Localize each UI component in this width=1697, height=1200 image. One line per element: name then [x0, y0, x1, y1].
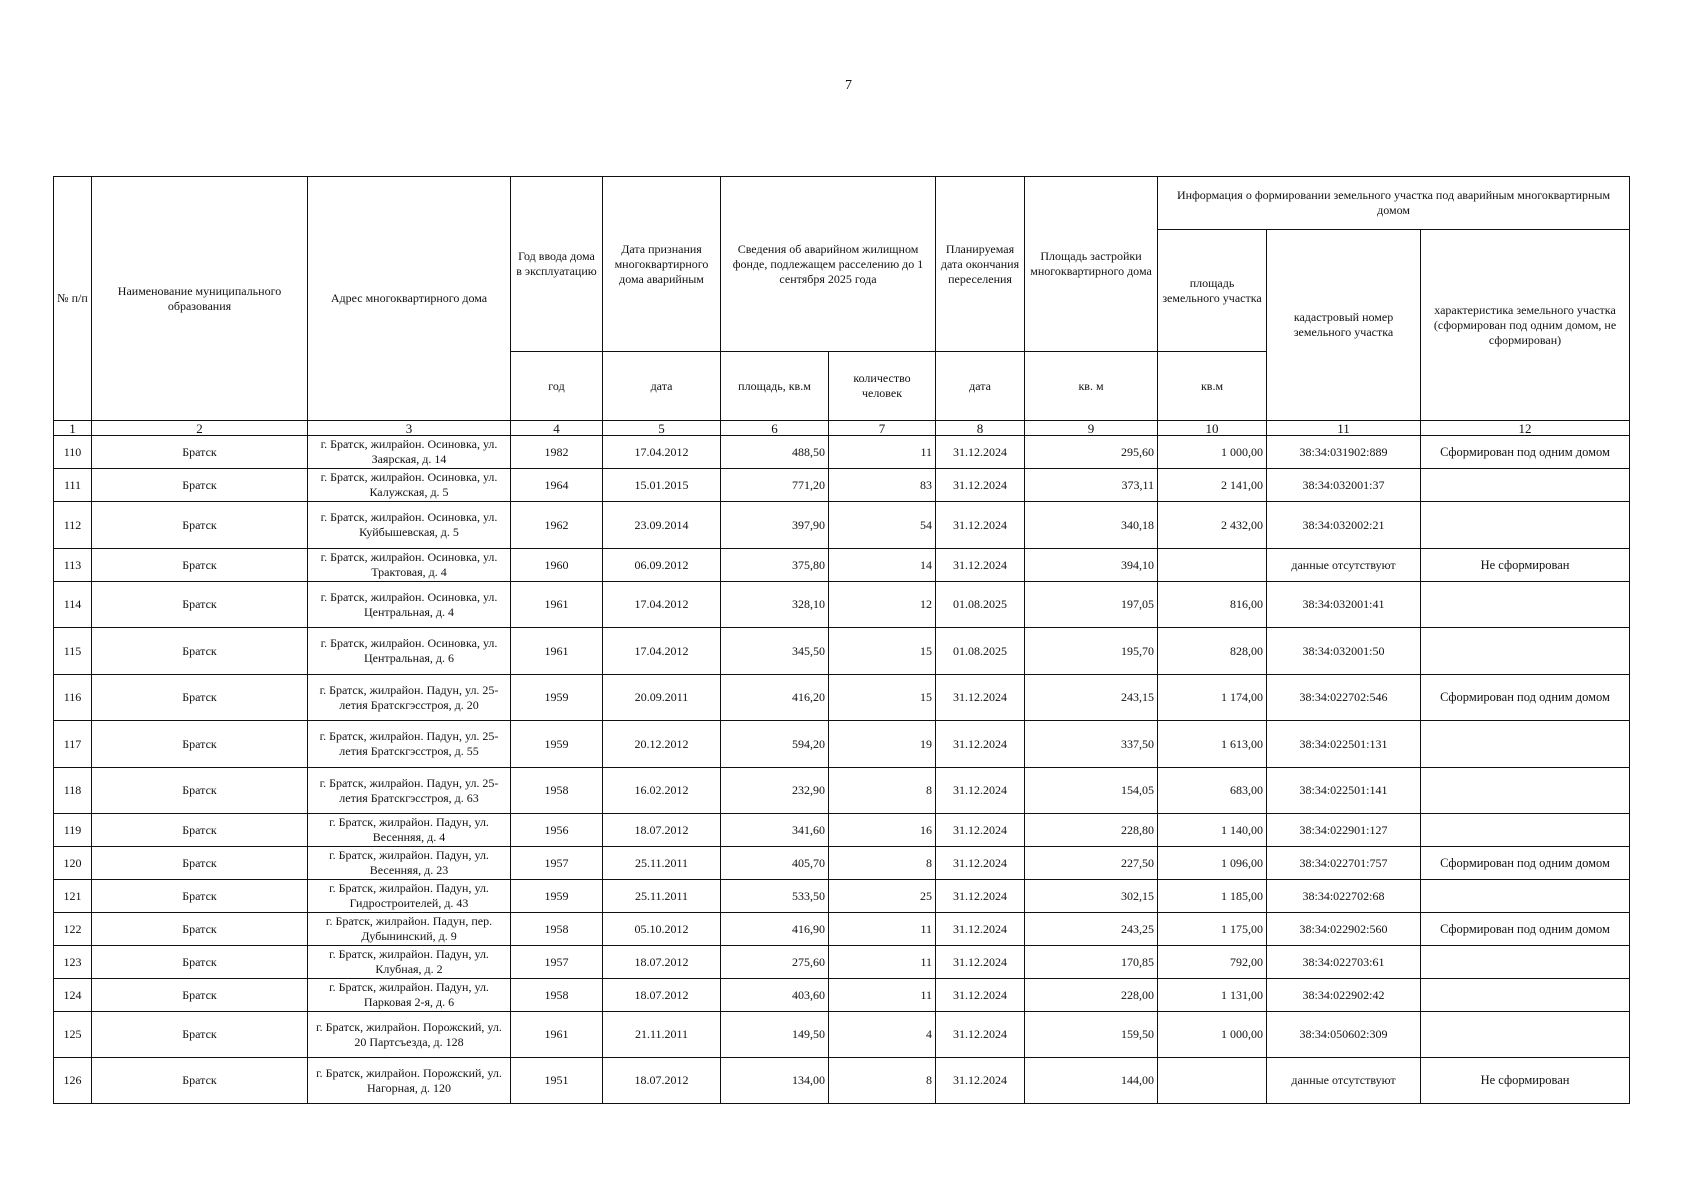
people-count-cell: 8	[829, 1058, 936, 1104]
row-number: 120	[54, 847, 92, 880]
recognition-date-cell: 25.11.2011	[603, 880, 721, 913]
planned-date-cell: 31.12.2024	[936, 946, 1025, 979]
people-count-cell: 83	[829, 469, 936, 502]
area-cell: 405,70	[721, 847, 829, 880]
year-cell: 1951	[511, 1058, 603, 1104]
recognition-date-cell: 18.07.2012	[603, 979, 721, 1012]
header-cadastral: кадастровый номер земельного участка	[1267, 230, 1421, 421]
cadastral-number-cell: 38:34:022702:68	[1267, 880, 1421, 913]
address-cell: г. Братск, жилрайон. Порожский, ул. Нагорная, д. 120	[308, 1058, 511, 1104]
municipality-cell: Братск	[92, 436, 308, 469]
cadastral-number-cell: 38:34:032002:21	[1267, 502, 1421, 549]
recognition-date-cell: 18.07.2012	[603, 814, 721, 847]
header-land-info: Информация о формировании земельного участка под аварийным многоквартирным домом	[1158, 177, 1630, 230]
area-cell: 403,60	[721, 979, 829, 1012]
address-cell: г. Братск, жилрайон. Осиновка, ул. Калужская, д. 5	[308, 469, 511, 502]
year-cell: 1959	[511, 675, 603, 721]
cadastral-number-cell: 38:34:022902:42	[1267, 979, 1421, 1012]
column-number: 6	[721, 421, 829, 436]
unit-year: год	[511, 352, 603, 421]
cadastral-number-cell: 38:34:022702:546	[1267, 675, 1421, 721]
table-row	[54, 847, 1630, 880]
column-number: 8	[936, 421, 1025, 436]
land-characteristic-cell: Сформирован под одним домом	[1421, 436, 1630, 469]
header-planned-date: Планируемая дата окончания переселения	[936, 177, 1025, 352]
municipality-cell: Братск	[92, 880, 308, 913]
year-cell: 1956	[511, 814, 603, 847]
municipality-cell: Братск	[92, 847, 308, 880]
table-row	[54, 502, 1630, 549]
page-number: 7	[845, 78, 852, 93]
address-cell: г. Братск, жилрайон. Падун, ул. 25-летия Братскгэсстроя, д. 20	[308, 675, 511, 721]
land-area-cell: 1 096,00	[1158, 847, 1267, 880]
land-area-cell: 1 000,00	[1158, 436, 1267, 469]
area-cell: 232,90	[721, 768, 829, 814]
header-land-characteristic: характеристика земельного участка (сформирован под одним домом, не сформирован)	[1421, 230, 1630, 421]
year-cell: 1960	[511, 549, 603, 582]
column-number: 2	[92, 421, 308, 436]
address-cell: г. Братск, жилрайон. Падун, ул. 25-летия Братскгэсстроя, д. 55	[308, 721, 511, 768]
people-count-cell: 14	[829, 549, 936, 582]
built-area-cell: 337,50	[1025, 721, 1158, 768]
header-num: № п/п	[54, 177, 92, 421]
municipality-cell: Братск	[92, 628, 308, 675]
land-characteristic-cell	[1421, 768, 1630, 814]
address-cell: г. Братск, жилрайон. Осиновка, ул. Куйбышевская, д. 5	[308, 502, 511, 549]
year-cell: 1964	[511, 469, 603, 502]
recognition-date-cell: 18.07.2012	[603, 1058, 721, 1104]
year-cell: 1958	[511, 768, 603, 814]
row-number: 114	[54, 582, 92, 628]
planned-date-cell: 31.12.2024	[936, 469, 1025, 502]
table-row	[54, 675, 1630, 721]
year-cell: 1957	[511, 946, 603, 979]
unit-date: дата	[603, 352, 721, 421]
land-characteristic-cell	[1421, 721, 1630, 768]
column-number: 3	[308, 421, 511, 436]
cadastral-number-cell: 38:34:032001:41	[1267, 582, 1421, 628]
area-cell: 771,20	[721, 469, 829, 502]
area-cell: 341,60	[721, 814, 829, 847]
header-municipality: Наименование муниципального образования	[92, 177, 308, 421]
people-count-cell: 19	[829, 721, 936, 768]
land-area-cell: 816,00	[1158, 582, 1267, 628]
unit-sqm: кв. м	[1025, 352, 1158, 421]
people-count-cell: 8	[829, 847, 936, 880]
planned-date-cell: 01.08.2025	[936, 628, 1025, 675]
land-area-cell: 2 432,00	[1158, 502, 1267, 549]
land-characteristic-cell: Сформирован под одним домом	[1421, 675, 1630, 721]
land-area-cell	[1158, 1058, 1267, 1104]
planned-date-cell: 31.12.2024	[936, 1012, 1025, 1058]
cadastral-number-cell: 38:34:022902:560	[1267, 913, 1421, 946]
cadastral-number-cell: данные отсутствуют	[1267, 549, 1421, 582]
planned-date-cell: 31.12.2024	[936, 549, 1025, 582]
row-number: 125	[54, 1012, 92, 1058]
built-area-cell: 170,85	[1025, 946, 1158, 979]
area-cell: 328,10	[721, 582, 829, 628]
row-number: 116	[54, 675, 92, 721]
land-characteristic-cell	[1421, 1012, 1630, 1058]
column-number: 7	[829, 421, 936, 436]
recognition-date-cell: 20.12.2012	[603, 721, 721, 768]
address-cell: г. Братск, жилрайон. Осиновка, ул. Центральная, д. 4	[308, 582, 511, 628]
built-area-cell: 373,11	[1025, 469, 1158, 502]
table-row	[54, 814, 1630, 847]
row-number: 122	[54, 913, 92, 946]
recognition-date-cell: 06.09.2012	[603, 549, 721, 582]
address-cell: г. Братск, жилрайон. Осиновка, ул. Центральная, д. 6	[308, 628, 511, 675]
area-cell: 149,50	[721, 1012, 829, 1058]
address-cell: г. Братск, жилрайон. Падун, ул. 25-летия Братскгэсстроя, д. 63	[308, 768, 511, 814]
built-area-cell: 302,15	[1025, 880, 1158, 913]
land-characteristic-cell: Не сформирован	[1421, 1058, 1630, 1104]
built-area-cell: 154,05	[1025, 768, 1158, 814]
land-characteristic-cell	[1421, 814, 1630, 847]
row-number: 126	[54, 1058, 92, 1104]
recognition-date-cell: 15.01.2015	[603, 469, 721, 502]
land-area-cell: 828,00	[1158, 628, 1267, 675]
planned-date-cell: 31.12.2024	[936, 436, 1025, 469]
land-characteristic-cell	[1421, 946, 1630, 979]
table-row	[54, 469, 1630, 502]
people-count-cell: 4	[829, 1012, 936, 1058]
address-cell: г. Братск, жилрайон. Падун, ул. Весенняя, д. 4	[308, 814, 511, 847]
municipality-cell: Братск	[92, 502, 308, 549]
land-characteristic-cell	[1421, 628, 1630, 675]
planned-date-cell: 31.12.2024	[936, 913, 1025, 946]
built-area-cell: 227,50	[1025, 847, 1158, 880]
built-area-cell: 144,00	[1025, 1058, 1158, 1104]
planned-date-cell: 31.12.2024	[936, 979, 1025, 1012]
address-cell: г. Братск, жилрайон. Осиновка, ул. Заярская, д. 14	[308, 436, 511, 469]
built-area-cell: 159,50	[1025, 1012, 1158, 1058]
municipality-cell: Братск	[92, 1012, 308, 1058]
unit-sqm2: кв.м	[1158, 352, 1267, 421]
land-characteristic-cell	[1421, 880, 1630, 913]
column-number: 10	[1158, 421, 1267, 436]
recognition-date-cell: 17.04.2012	[603, 582, 721, 628]
land-characteristic-cell	[1421, 502, 1630, 549]
built-area-cell: 228,80	[1025, 814, 1158, 847]
table-row	[54, 582, 1630, 628]
land-area-cell: 1 174,00	[1158, 675, 1267, 721]
planned-date-cell: 01.08.2025	[936, 582, 1025, 628]
cadastral-number-cell: 38:34:022701:757	[1267, 847, 1421, 880]
municipality-cell: Братск	[92, 814, 308, 847]
table-row	[54, 721, 1630, 768]
cadastral-number-cell: данные отсутствуют	[1267, 1058, 1421, 1104]
land-area-cell: 1 175,00	[1158, 913, 1267, 946]
people-count-cell: 15	[829, 628, 936, 675]
unit-people: количество человек	[829, 352, 936, 421]
column-number: 1	[54, 421, 92, 436]
municipality-cell: Братск	[92, 1058, 308, 1104]
built-area-cell: 295,60	[1025, 436, 1158, 469]
area-cell: 416,20	[721, 675, 829, 721]
land-characteristic-cell	[1421, 469, 1630, 502]
header-date-recognized: Дата признания многоквартирного дома аварийным	[603, 177, 721, 352]
land-characteristic-cell: Не сформирован	[1421, 549, 1630, 582]
planned-date-cell: 31.12.2024	[936, 502, 1025, 549]
area-cell: 533,50	[721, 880, 829, 913]
address-cell: г. Братск, жилрайон. Падун, ул. Клубная, д. 2	[308, 946, 511, 979]
column-number-row	[54, 421, 1630, 436]
year-cell: 1959	[511, 721, 603, 768]
area-cell: 397,90	[721, 502, 829, 549]
recognition-date-cell: 18.07.2012	[603, 946, 721, 979]
built-area-cell: 197,05	[1025, 582, 1158, 628]
people-count-cell: 15	[829, 675, 936, 721]
year-cell: 1958	[511, 979, 603, 1012]
table-row	[54, 1058, 1630, 1104]
people-count-cell: 25	[829, 880, 936, 913]
cadastral-number-cell: 38:34:032001:37	[1267, 469, 1421, 502]
land-area-cell	[1158, 549, 1267, 582]
planned-date-cell: 31.12.2024	[936, 675, 1025, 721]
recognition-date-cell: 23.09.2014	[603, 502, 721, 549]
table-row	[54, 946, 1630, 979]
cadastral-number-cell: 38:34:022703:61	[1267, 946, 1421, 979]
address-cell: г. Братск, жилрайон. Падун, ул. Гидростроителей, д. 43	[308, 880, 511, 913]
municipality-cell: Братск	[92, 768, 308, 814]
people-count-cell: 12	[829, 582, 936, 628]
row-number: 121	[54, 880, 92, 913]
people-count-cell: 11	[829, 913, 936, 946]
land-area-cell: 1 613,00	[1158, 721, 1267, 768]
table-row	[54, 979, 1630, 1012]
row-number: 113	[54, 549, 92, 582]
year-cell: 1961	[511, 628, 603, 675]
recognition-date-cell: 17.04.2012	[603, 436, 721, 469]
land-area-cell: 1 131,00	[1158, 979, 1267, 1012]
built-area-cell: 243,25	[1025, 913, 1158, 946]
area-cell: 345,50	[721, 628, 829, 675]
row-number: 123	[54, 946, 92, 979]
row-number: 124	[54, 979, 92, 1012]
row-number: 119	[54, 814, 92, 847]
recognition-date-cell: 05.10.2012	[603, 913, 721, 946]
municipality-cell: Братск	[92, 675, 308, 721]
year-cell: 1961	[511, 582, 603, 628]
area-cell: 275,60	[721, 946, 829, 979]
people-count-cell: 16	[829, 814, 936, 847]
table-row	[54, 880, 1630, 913]
recognition-date-cell: 21.11.2011	[603, 1012, 721, 1058]
municipality-cell: Братск	[92, 721, 308, 768]
land-characteristic-cell: Сформирован под одним домом	[1421, 913, 1630, 946]
recognition-date-cell: 17.04.2012	[603, 628, 721, 675]
address-cell: г. Братск, жилрайон. Падун, пер. Дубынинский, д. 9	[308, 913, 511, 946]
people-count-cell: 54	[829, 502, 936, 549]
municipality-cell: Братск	[92, 913, 308, 946]
emergency-housing-table	[53, 176, 1630, 1104]
municipality-cell: Братск	[92, 549, 308, 582]
header-built-area: Площадь застройки многоквартирного дома	[1025, 177, 1158, 352]
area-cell: 488,50	[721, 436, 829, 469]
column-number: 11	[1267, 421, 1421, 436]
year-cell: 1961	[511, 1012, 603, 1058]
area-cell: 375,80	[721, 549, 829, 582]
row-number: 118	[54, 768, 92, 814]
header-year: Год ввода дома в эксплуатацию	[511, 177, 603, 352]
built-area-cell: 195,70	[1025, 628, 1158, 675]
people-count-cell: 11	[829, 436, 936, 469]
row-number: 110	[54, 436, 92, 469]
planned-date-cell: 31.12.2024	[936, 880, 1025, 913]
address-cell: г. Братск, жилрайон. Осиновка, ул. Трактовая, д. 4	[308, 549, 511, 582]
cadastral-number-cell: 38:34:031902:889	[1267, 436, 1421, 469]
land-area-cell: 2 141,00	[1158, 469, 1267, 502]
area-cell: 594,20	[721, 721, 829, 768]
area-cell: 134,00	[721, 1058, 829, 1104]
year-cell: 1962	[511, 502, 603, 549]
land-area-cell: 1 140,00	[1158, 814, 1267, 847]
cadastral-number-cell: 38:34:022501:131	[1267, 721, 1421, 768]
column-number: 12	[1421, 421, 1630, 436]
built-area-cell: 394,10	[1025, 549, 1158, 582]
unit-date2: дата	[936, 352, 1025, 421]
municipality-cell: Братск	[92, 979, 308, 1012]
row-number: 117	[54, 721, 92, 768]
recognition-date-cell: 25.11.2011	[603, 847, 721, 880]
people-count-cell: 11	[829, 946, 936, 979]
planned-date-cell: 31.12.2024	[936, 1058, 1025, 1104]
address-cell: г. Братск, жилрайон. Падун, ул. Парковая 2-я, д. 6	[308, 979, 511, 1012]
row-number: 115	[54, 628, 92, 675]
built-area-cell: 228,00	[1025, 979, 1158, 1012]
table-row	[54, 913, 1630, 946]
people-count-cell: 8	[829, 768, 936, 814]
table-row	[54, 1012, 1630, 1058]
area-cell: 416,90	[721, 913, 829, 946]
land-area-cell: 683,00	[1158, 768, 1267, 814]
table-row	[54, 768, 1630, 814]
planned-date-cell: 31.12.2024	[936, 847, 1025, 880]
column-number: 4	[511, 421, 603, 436]
table-body	[54, 436, 1630, 1104]
column-number: 5	[603, 421, 721, 436]
address-cell: г. Братск, жилрайон. Порожский, ул. 20 Партсъезда, д. 128	[308, 1012, 511, 1058]
table-row	[54, 436, 1630, 469]
planned-date-cell: 31.12.2024	[936, 814, 1025, 847]
recognition-date-cell: 20.09.2011	[603, 675, 721, 721]
header-fund-info: Сведения об аварийном жилищном фонде, подлежащем расселению до 1 сентября 2025 года	[721, 177, 936, 352]
land-area-cell: 1 000,00	[1158, 1012, 1267, 1058]
cadastral-number-cell: 38:34:032001:50	[1267, 628, 1421, 675]
planned-date-cell: 31.12.2024	[936, 768, 1025, 814]
built-area-cell: 243,15	[1025, 675, 1158, 721]
header-address: Адрес многоквартирного дома	[308, 177, 511, 421]
municipality-cell: Братск	[92, 582, 308, 628]
built-area-cell: 340,18	[1025, 502, 1158, 549]
municipality-cell: Братск	[92, 946, 308, 979]
land-area-cell: 792,00	[1158, 946, 1267, 979]
year-cell: 1959	[511, 880, 603, 913]
land-characteristic-cell	[1421, 582, 1630, 628]
cadastral-number-cell: 38:34:022901:127	[1267, 814, 1421, 847]
planned-date-cell: 31.12.2024	[936, 721, 1025, 768]
year-cell: 1957	[511, 847, 603, 880]
municipality-cell: Братск	[92, 469, 308, 502]
table-row	[54, 549, 1630, 582]
land-characteristic-cell: Сформирован под одним домом	[1421, 847, 1630, 880]
header-land-area: площадь земельного участка	[1158, 230, 1267, 352]
cadastral-number-cell: 38:34:022501:141	[1267, 768, 1421, 814]
year-cell: 1982	[511, 436, 603, 469]
cadastral-number-cell: 38:34:050602:309	[1267, 1012, 1421, 1058]
land-characteristic-cell	[1421, 979, 1630, 1012]
people-count-cell: 11	[829, 979, 936, 1012]
year-cell: 1958	[511, 913, 603, 946]
row-number: 111	[54, 469, 92, 502]
column-number: 9	[1025, 421, 1158, 436]
table-row	[54, 628, 1630, 675]
unit-area: площадь, кв.м	[721, 352, 829, 421]
land-area-cell: 1 185,00	[1158, 880, 1267, 913]
address-cell: г. Братск, жилрайон. Падун, ул. Весенняя, д. 23	[308, 847, 511, 880]
row-number: 112	[54, 502, 92, 549]
recognition-date-cell: 16.02.2012	[603, 768, 721, 814]
